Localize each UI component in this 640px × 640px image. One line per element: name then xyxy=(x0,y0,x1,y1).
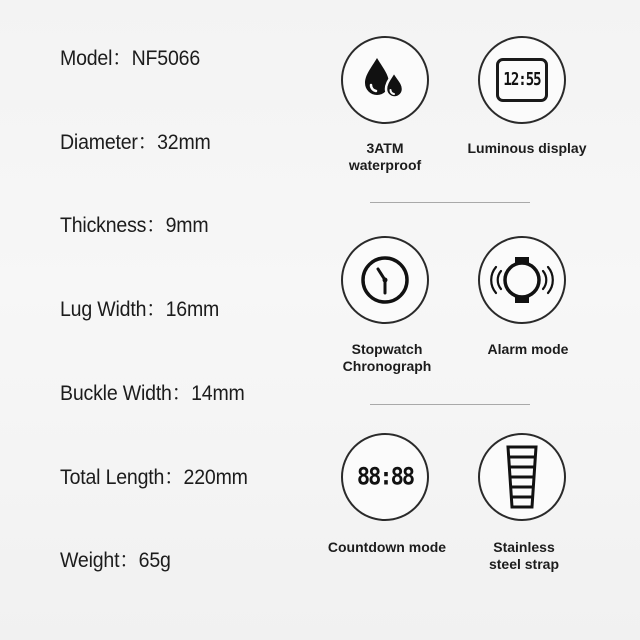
spec-total-length xyxy=(60,461,248,491)
feature-label-line: Stainless xyxy=(493,539,555,555)
spec-value: 65g xyxy=(138,549,171,572)
spec-label: Total Length xyxy=(60,466,165,489)
feature-label-line: Stopwatch xyxy=(351,341,423,357)
countdown-digits-icon: 88:88 xyxy=(356,463,414,491)
countdown-icon-circle xyxy=(341,433,429,521)
feature-label-line: Countdown mode xyxy=(327,539,447,555)
luminous-icon-circle xyxy=(478,36,566,124)
luminous-display-icon xyxy=(496,58,548,102)
spec-value: 220mm xyxy=(183,466,248,489)
feature-label-luminous xyxy=(442,140,612,157)
spec-thickness xyxy=(60,209,208,239)
spec-value: 32mm xyxy=(157,131,211,154)
spec-buckle-width xyxy=(60,377,245,407)
spec-label: Thickness xyxy=(60,214,147,237)
luminous-display-digits: 12:55 xyxy=(503,70,541,90)
feature-label-line: Alarm mode xyxy=(487,341,569,357)
spec-separator: ： xyxy=(164,466,184,489)
spec-value: NF5066 xyxy=(131,47,200,70)
steel-strap-icon xyxy=(494,445,550,509)
spec-label: Weight xyxy=(60,549,120,572)
stopwatch-icon-circle xyxy=(341,236,429,324)
divider xyxy=(370,202,530,203)
spec-label: Model xyxy=(60,47,113,70)
spec-separator: ： xyxy=(112,47,132,70)
alarm-vibration-icon xyxy=(487,252,557,308)
spec-value: 9mm xyxy=(165,214,209,237)
spec-separator: ： xyxy=(146,214,166,237)
spec-weight xyxy=(60,544,171,574)
spec-separator: ： xyxy=(171,382,192,405)
divider xyxy=(370,404,530,405)
feature-label-strap xyxy=(439,539,609,573)
waterproof-icon-circle xyxy=(341,36,429,124)
feature-label-alarm xyxy=(443,341,613,358)
spec-separator: ： xyxy=(137,131,158,154)
spec-label: Buckle Width xyxy=(60,382,172,405)
feature-label-line: steel strap xyxy=(488,556,560,572)
spec-diameter xyxy=(60,126,211,156)
spec-lug-width xyxy=(60,293,219,323)
strap-icon-circle xyxy=(478,433,566,521)
spec-label: Lug Width xyxy=(60,298,147,321)
feature-label-line: waterproof xyxy=(348,157,422,173)
spec-label: Diameter xyxy=(60,131,138,154)
stopwatch-icon xyxy=(357,252,413,308)
spec-value: 16mm xyxy=(165,298,220,321)
alarm-icon-circle xyxy=(478,236,566,324)
spec-separator: ： xyxy=(146,298,166,321)
feature-label-line: Chronograph xyxy=(342,358,432,374)
feature-label-line: Luminous display xyxy=(467,140,587,156)
water-drops-icon xyxy=(357,52,413,108)
feature-label-line: 3ATM xyxy=(366,140,404,156)
spec-model xyxy=(60,42,200,72)
spec-value: 14mm xyxy=(191,382,245,405)
spec-separator: ： xyxy=(119,549,139,572)
